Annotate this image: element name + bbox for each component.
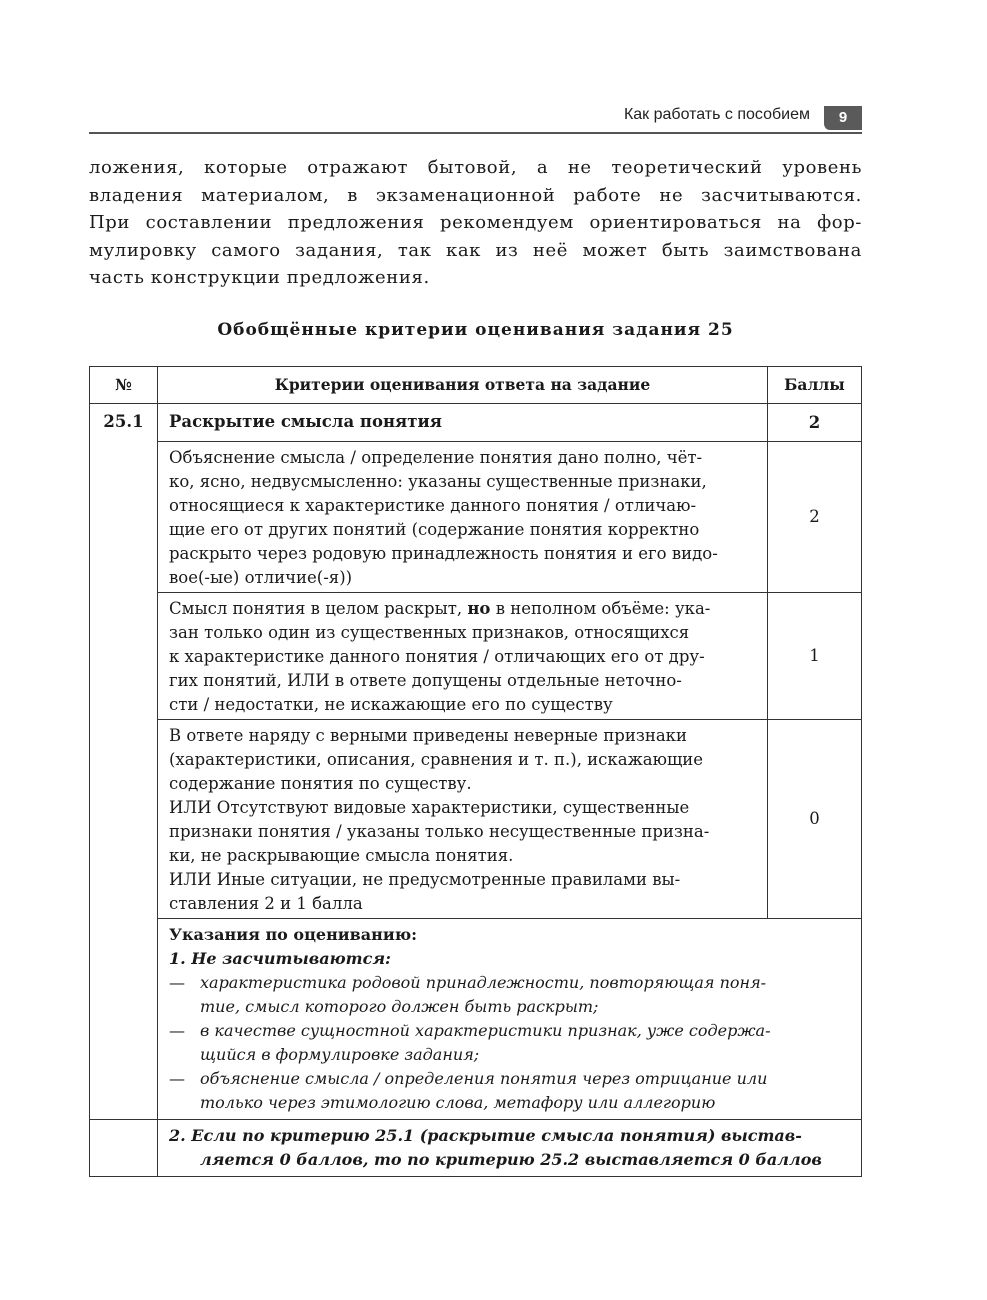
criterion-line	[169, 597, 757, 621]
note-line: тие, смысл которого должен быть раскрыт;	[200, 997, 599, 1016]
header-points: Баллы	[768, 367, 862, 404]
running-header	[89, 100, 862, 134]
header-title: Как работать с пособием	[623, 106, 810, 123]
criterion-points: 0	[768, 720, 862, 919]
final-note-line: ляется 0 баллов, то по критерию 25.2 выставляется 0 баллов	[200, 1150, 822, 1169]
intro-paragraph	[89, 154, 862, 292]
intro-line: При составлении предложения рекомендуем ориентироваться на фор-	[89, 212, 862, 233]
table-row	[90, 593, 862, 720]
criterion-points: 2	[768, 442, 862, 593]
notes-heading: Указания по оцениванию:	[169, 925, 418, 944]
table-row	[90, 720, 862, 919]
note-line: щийся в формулировке задания;	[200, 1045, 480, 1064]
final-note-row	[90, 1120, 862, 1177]
criterion-line: ИЛИ Отсутствуют видовые характеристики, существенные	[169, 798, 690, 817]
criterion-text	[158, 442, 768, 593]
intro-line: ложения, которые отражают бытовой, а не теоретический уровень	[89, 157, 862, 178]
criterion-line: ко, ясно, недвусмысленно: указаны существенные признаки,	[169, 472, 707, 491]
section-points: 2	[768, 404, 862, 442]
note-line: в качестве сущностной характеристики признак, уже содержа-	[200, 1021, 771, 1040]
notes-dash-item	[169, 971, 851, 1019]
note-line: только через этимологию слова, метафору или аллегорию	[200, 1093, 716, 1112]
final-note	[158, 1120, 862, 1177]
final-note-line: 2. Если по критерию 25.1 (раскрытие смысла понятия) выстав-	[169, 1126, 802, 1145]
table-header-row	[90, 367, 862, 404]
criterion-line: ки, не раскрывающие смысла понятия.	[169, 846, 514, 865]
criterion-line: относящиеся к характеристике данного понятия / отличаю-	[169, 496, 697, 515]
intro-line: мулировку самого задания, так как из неё может быть заимствована	[89, 239, 862, 261]
criterion-text	[158, 720, 768, 919]
notes-item-1: 1. Не засчитываются:	[169, 949, 391, 968]
criterion-line: вое(-ые) отличие(-я))	[169, 568, 353, 587]
criterion-text	[158, 593, 768, 720]
note-line: объяснение смысла / определения понятия через отрицание или	[200, 1069, 768, 1088]
criterion-line: (характеристики, описания, сравнения и т. п.), искажающие	[169, 750, 704, 769]
criterion-line: признаки понятия / указаны только несущественные призна-	[169, 822, 710, 841]
page-number-badge: 9	[824, 106, 862, 130]
section-row	[90, 404, 862, 442]
notes-dash-item	[169, 1019, 851, 1067]
criterion-line: щие его от других понятий (содержание понятия корректно	[169, 520, 700, 539]
criterion-text-part: в неполном объёме: ука-	[490, 599, 711, 618]
section-title: Раскрытие смысла понятия	[158, 404, 768, 442]
criterion-text-part: Смысл понятия в целом раскрыт,	[169, 599, 468, 618]
criterion-line: содержание понятия по существу.	[169, 774, 472, 793]
intro-line: часть конструкции предложения.	[89, 267, 430, 288]
grading-notes	[158, 919, 862, 1120]
table-row	[90, 442, 862, 593]
criterion-line: гих понятий, ИЛИ в ответе допущены отдельные неточно-	[169, 671, 682, 690]
header-num: №	[90, 367, 158, 404]
criterion-line: сти / недостатки, не искажающие его по существу	[169, 695, 613, 714]
empty-num-cell	[90, 1120, 158, 1177]
notes-dash-item	[169, 1067, 851, 1115]
dash-marker: —	[169, 973, 185, 992]
criterion-line: ИЛИ Иные ситуации, не предусмотренные правилами вы-	[169, 870, 681, 889]
criterion-line: раскрыто через родовую принадлежность понятия и его видо-	[169, 544, 718, 563]
criterion-line: к характеристике данного понятия / отличающих его от дру-	[169, 647, 705, 666]
header-criteria: Критерии оценивания ответа на задание	[158, 367, 768, 404]
note-line: характеристика родовой принадлежности, повторяющая поня-	[200, 973, 767, 992]
criteria-table	[89, 366, 862, 1177]
criterion-line: зан только один из существенных признаков, относящихся	[169, 623, 690, 642]
criterion-line: Объяснение смысла / определение понятия дано полно, чёт-	[169, 448, 703, 467]
section-number: 25.1	[90, 404, 158, 1120]
intro-line: владения материалом, в экзаменационной работе не засчитываются.	[89, 184, 862, 206]
dash-marker: —	[169, 1021, 185, 1040]
emphasis-word: но	[467, 599, 491, 618]
criterion-points: 1	[768, 593, 862, 720]
table-title: Обобщённые критерии оценивания задания 25	[217, 320, 734, 340]
dash-marker: —	[169, 1069, 185, 1088]
notes-row	[90, 919, 862, 1120]
criterion-line: ставления 2 и 1 балла	[169, 894, 363, 913]
criterion-line: В ответе наряду с верными приведены неверные признаки	[169, 726, 687, 745]
